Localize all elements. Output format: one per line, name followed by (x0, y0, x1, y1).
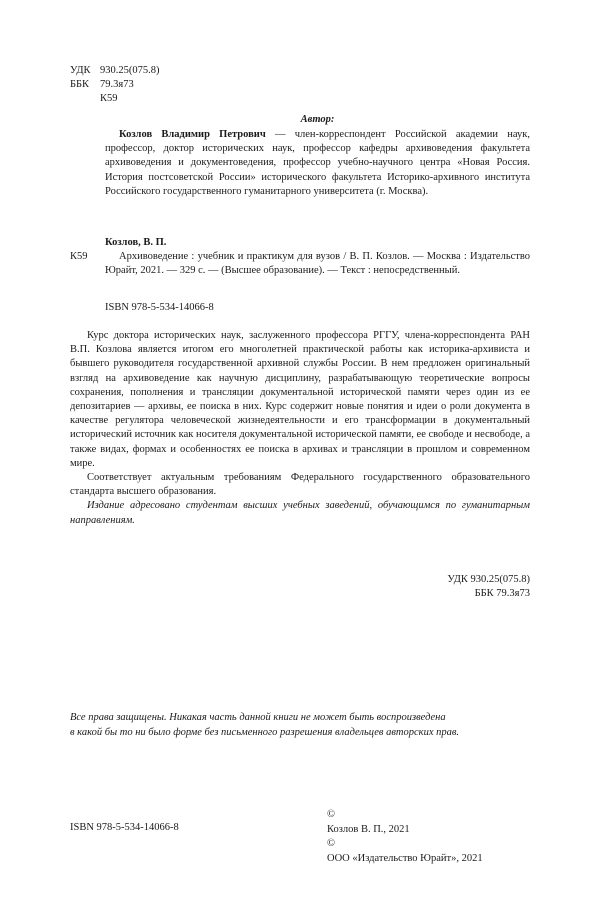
author-name: Козлов Владимир Петрович (119, 129, 266, 140)
isbn-footer: ISBN 978-5-534-14066-8 (70, 822, 179, 833)
footer-udk: УДК 930.25(075.8) (447, 574, 530, 585)
annotation-paragraph-2: Соответствует актуальным требованиям Федерального государственного образовательного стандарта высшего образования. (70, 472, 530, 498)
copyright-author: Козлов В. П., 2021 (327, 823, 410, 835)
copyright-icon: © (327, 809, 335, 820)
copyright-block (327, 808, 483, 866)
copyright-author-line (327, 808, 483, 837)
bibliographic-record (70, 236, 530, 279)
biblio-description: Архивоведение : учебник и практикум для вузов / В. П. Козлов. — Москва : Издательство Юрайт, 2021. — 329 с. — (Высшее образование). — Текст : непосредственный. (105, 251, 530, 277)
udk-value: 930.25(075.8) (100, 65, 160, 76)
footer-bbk: ББК 79.3я73 (474, 588, 530, 600)
bbk-row (70, 78, 160, 92)
udk-label: УДК (70, 65, 91, 76)
annotation-paragraph-3: Издание адресовано студентам высших учебных заведений, обучающимся по гуманитарным направлениям. (70, 500, 530, 526)
udk-row (70, 64, 160, 78)
isbn-primary: ISBN 978-5-534-14066-8 (105, 302, 214, 313)
shelf-mark: К59 (100, 93, 118, 105)
rights-line-2: в какой бы то ни было форме без письменного разрешения владельцев авторских прав. (70, 727, 460, 738)
author-bio (105, 128, 530, 199)
author-heading: Автор: (300, 114, 335, 125)
rights-notice (70, 710, 530, 740)
copyright-publisher: ООО «Издательство Юрайт», 2021 (327, 852, 483, 864)
copyright-icon: © (327, 838, 335, 850)
bbk-label: ББК (70, 79, 90, 91)
author-bio-text: — член-корреспондент Российской академии наук, профессор, доктор исторических наук, профессор кафедры архивоведения факультета архивоведения и документоведения, профессор учебно-научного центра «Новая Россия. История постсоветской России» исторического факультета Историко-архивного института Российского государственного гуманитарного университета (г. Москва). (105, 129, 531, 197)
biblio-author: Козлов, В. П. (105, 237, 167, 248)
biblio-shelf-marker: К59 (70, 251, 88, 263)
footer-classification-codes (447, 573, 530, 601)
annotation-paragraph-1: Курс доктора исторических наук, заслуженного профессора РГГУ, члена-корреспондента РАН В.П. Козлова является итогом его многолетней практической работы как историка-архивиста и бывшего руководителя государственной архивной службы России. В нем предложен оригинальный взгляд на архивоведение как научную дисциплину, разрабатывающую теоретические вопросы сохранения, пополнения и трансляции документальной исторической памяти через один из ее депозитариев — архивы, ее поиска в них. Курс содержит новые понятия и идеи о роли документа в качестве регулятора человеческой жизнедеятельности и его трансформации в документальный исторический источник как носителя документальной исторической памяти, ее свободе и несвободе, а также видах, формах и особенностях ее поиска в архивах и трансляции в прошлом и современном мире. (70, 330, 530, 469)
copyright-publisher-line (327, 837, 483, 866)
classification-codes (70, 64, 160, 107)
biblio-text (105, 236, 530, 279)
annotation-block (70, 329, 530, 528)
rights-line-1: Все права защищены. Никакая часть данной книги не может быть воспроизведена (70, 712, 446, 723)
bbk-value: 79.3я73 (100, 79, 134, 91)
